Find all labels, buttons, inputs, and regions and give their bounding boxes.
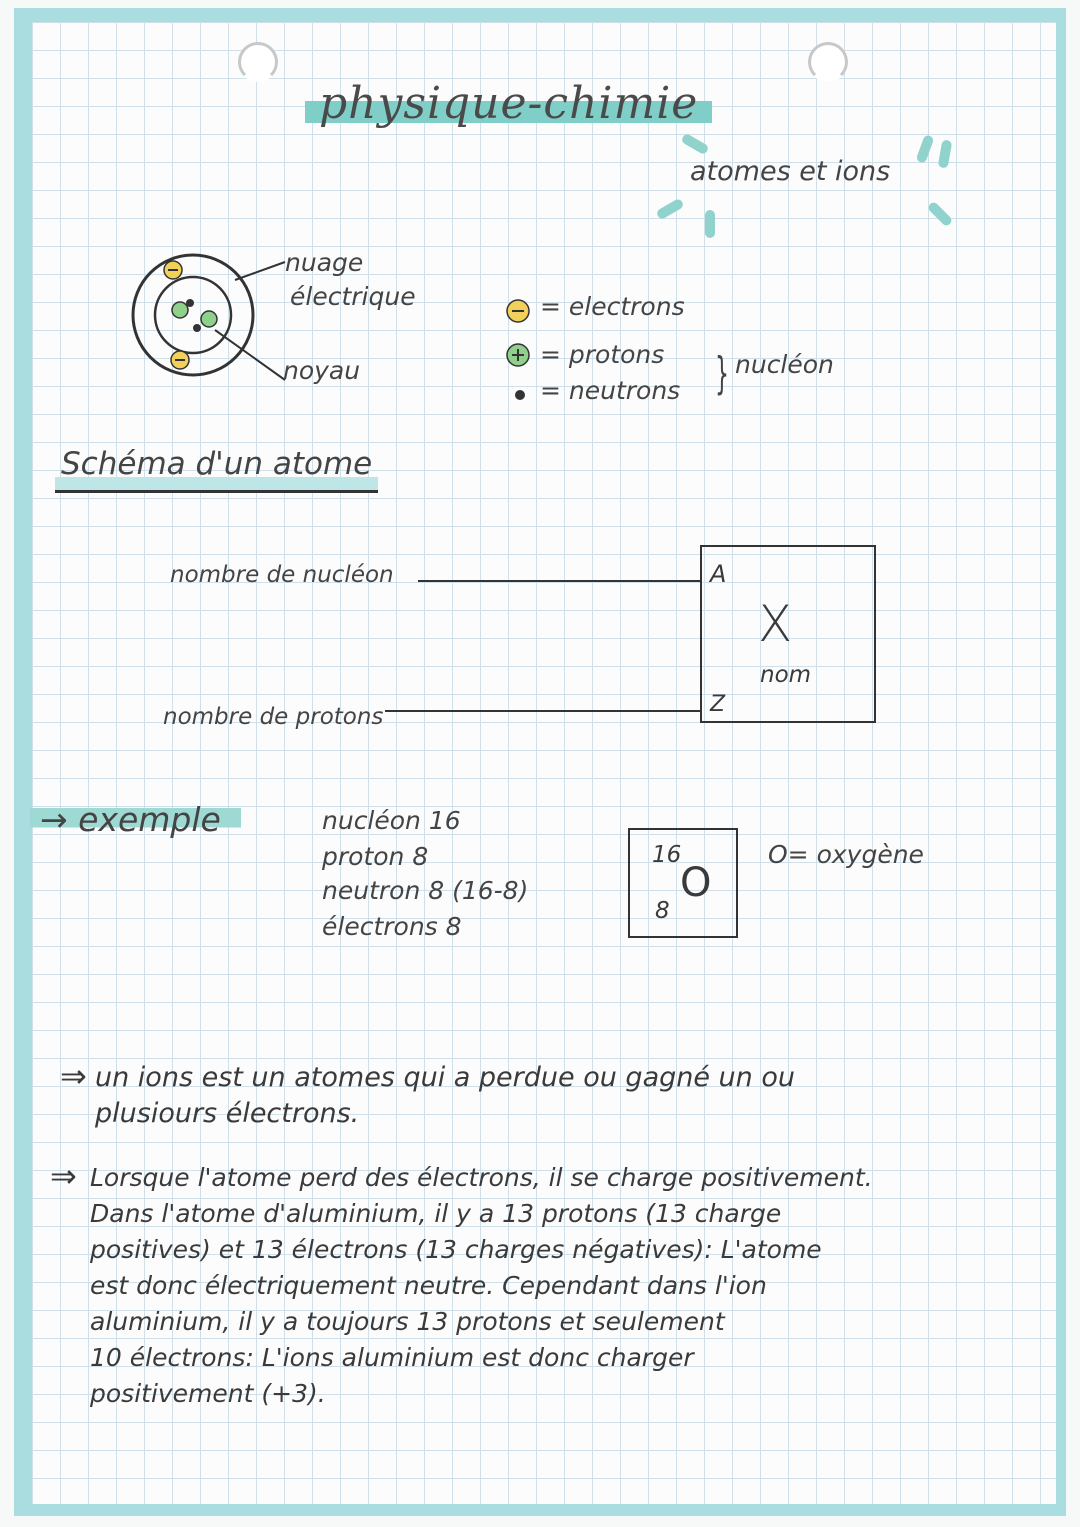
legend-neutrons: = neutrons xyxy=(540,376,681,405)
label-proton-number: nombre de protons xyxy=(163,704,384,730)
oxygen-atomic: 8 xyxy=(655,898,670,924)
notation-A: A xyxy=(710,560,727,588)
notation-Z: Z xyxy=(710,692,726,717)
proton-line xyxy=(385,710,702,712)
legend-protons: = protons xyxy=(540,340,665,369)
label-nucleon-number: nombre de nucléon xyxy=(170,562,394,588)
atom-diagram xyxy=(125,240,295,400)
para2-line4: est donc électriquement neutre. Cependant dans l'ion xyxy=(90,1271,767,1300)
example-label: → exemple xyxy=(30,800,241,839)
section-title-atom-schema: Schéma d'un atome xyxy=(55,446,378,493)
example-electrons: électrons 8 xyxy=(322,912,462,941)
legend-symbols xyxy=(500,292,540,412)
oxygen-mass: 16 xyxy=(652,842,682,868)
burst-stroke xyxy=(705,210,715,238)
label-nucleus: noyau xyxy=(283,356,361,385)
nucleus-circle xyxy=(155,277,231,353)
para2-line6: 10 électrons: L'ions aluminium est donc charger xyxy=(90,1343,694,1372)
label-cloud-1: nuage xyxy=(285,248,364,277)
example-nucleon: nucléon 16 xyxy=(322,806,461,835)
page-title: physique-chimie xyxy=(305,78,712,129)
example-proton: proton 8 xyxy=(322,842,429,871)
notation-name: nom xyxy=(760,662,812,688)
neutron-particle xyxy=(186,299,194,307)
neutron-particle xyxy=(193,324,201,332)
page-subtitle: atomes et ions xyxy=(690,156,891,187)
para2-line3: positives) et 13 électrons (13 charges négatives): L'atome xyxy=(90,1235,822,1264)
oxygen-label: O= oxygène xyxy=(768,840,924,869)
para1-arrow: ⇒ xyxy=(60,1057,87,1095)
legend-electrons: = electrons xyxy=(540,292,685,321)
para2-arrow: ⇒ xyxy=(50,1157,77,1195)
para2-line5: aluminium, il y a toujours 13 protons et seulement xyxy=(90,1307,725,1336)
para2-line7: positivement (+3). xyxy=(90,1379,326,1408)
neutron-legend-icon xyxy=(515,390,525,400)
electron-cloud-circle xyxy=(133,255,253,375)
punch-hole-right xyxy=(808,42,848,82)
oxygen-symbol: O xyxy=(680,860,712,906)
label-cloud-2: électrique xyxy=(290,282,416,311)
para2-line1: Lorsque l'atome perd des électrons, il se charge positivement. xyxy=(90,1163,873,1192)
proton-particle xyxy=(172,302,188,318)
brace-icon: } xyxy=(715,348,729,399)
example-neutron: neutron 8 (16-8) xyxy=(322,876,529,905)
proton-particle xyxy=(201,311,217,327)
para1-line2: plusiours électrons. xyxy=(95,1098,360,1129)
punch-hole-left xyxy=(238,42,278,82)
cloud-pointer xyxy=(235,262,285,280)
para1-line1: un ions est un atomes qui a perdue ou gagné un ou xyxy=(95,1062,795,1093)
notation-X: X xyxy=(758,595,793,653)
nucleon-line xyxy=(418,580,702,582)
para2-line2: Dans l'atome d'aluminium, il y a 13 protons (13 charge xyxy=(90,1199,782,1228)
legend-nucleon: nucléon xyxy=(735,350,834,379)
